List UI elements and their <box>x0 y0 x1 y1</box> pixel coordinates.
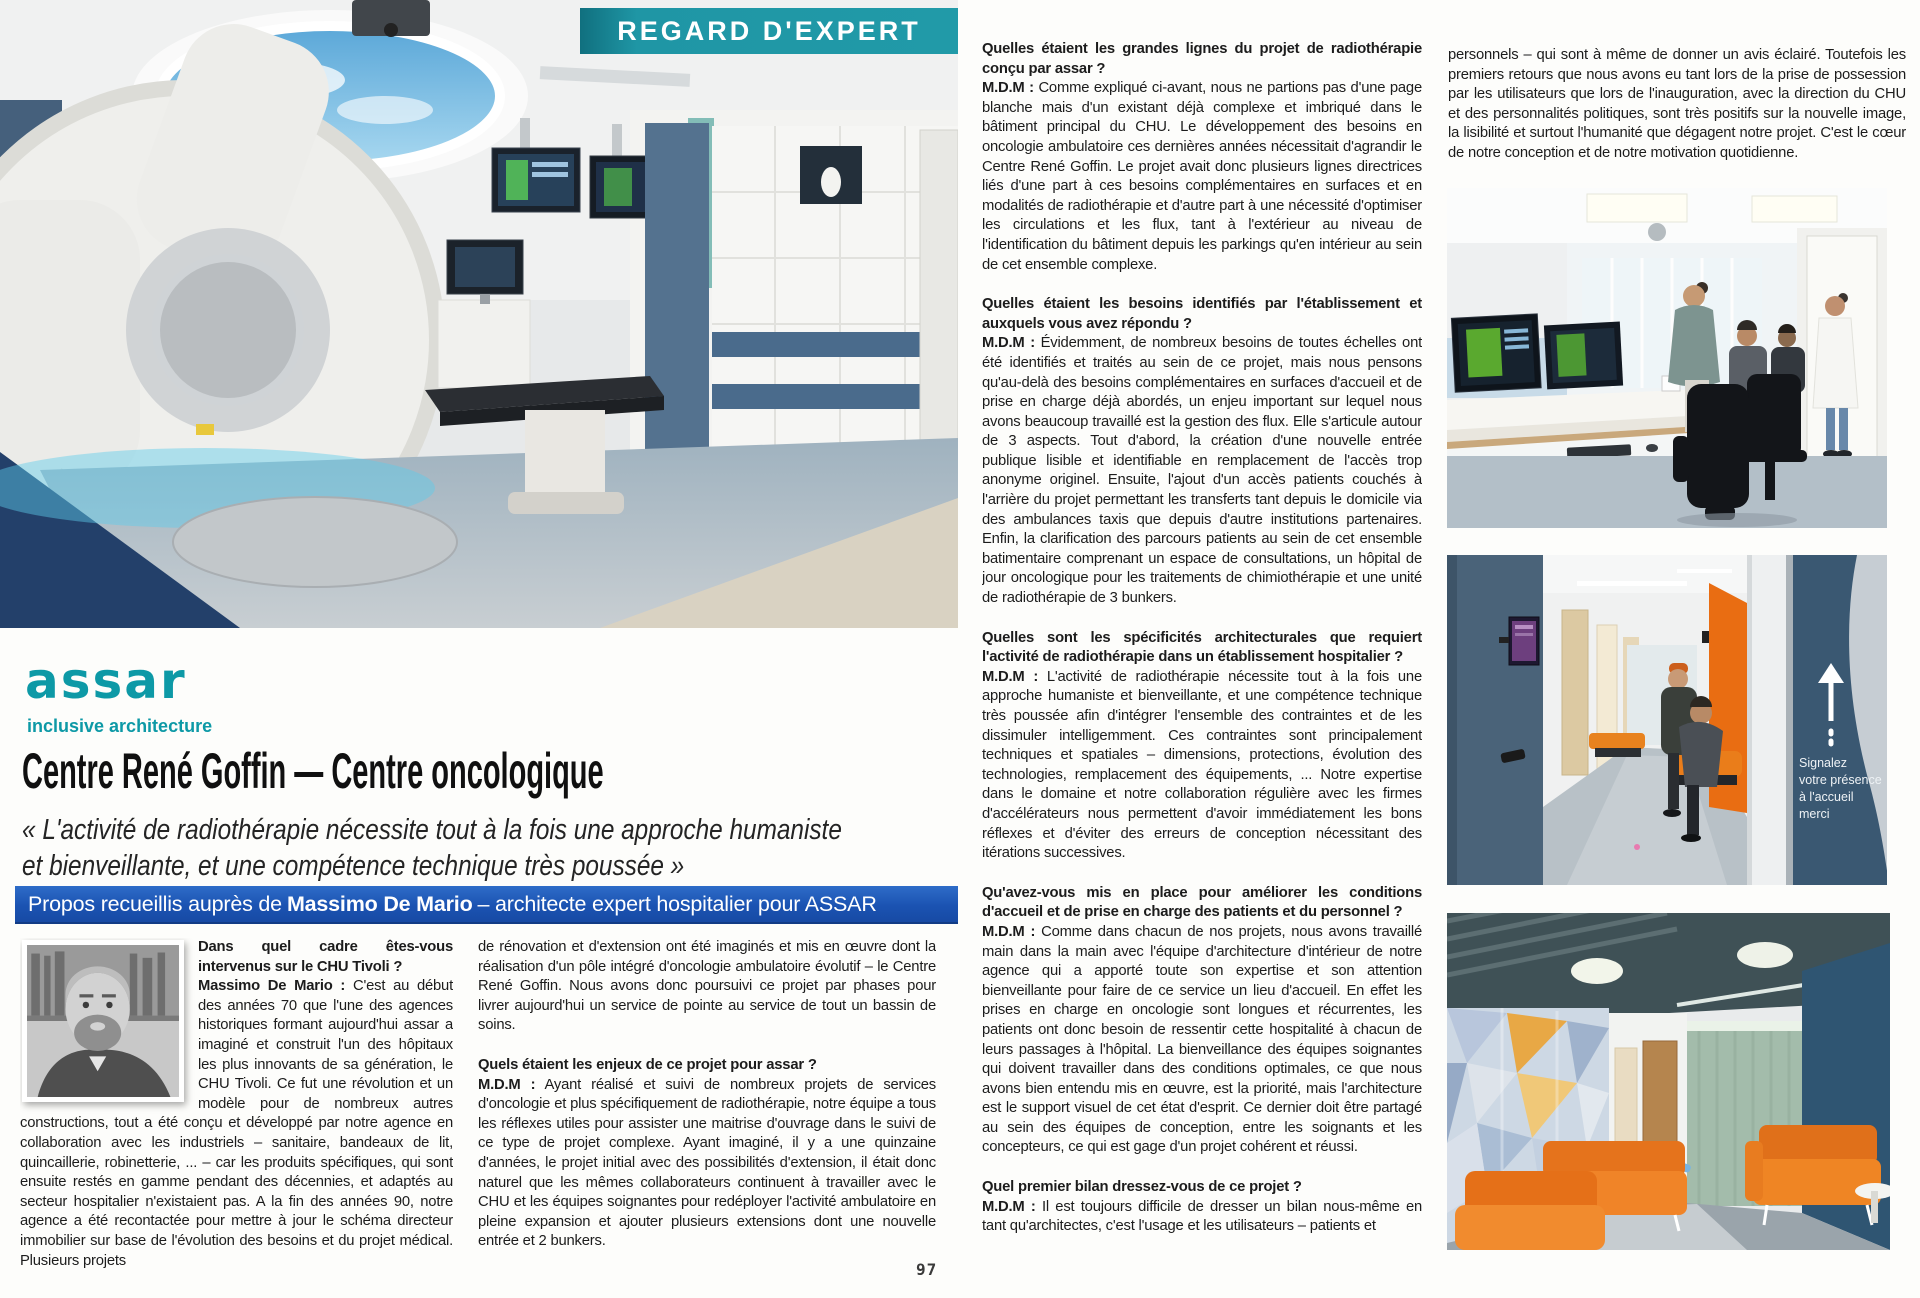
page-number: 97 <box>916 1260 938 1279</box>
question-besoins-identifies: Quelles étaient les besoins identifiés par l'établissement et auxquels vous avez répondu ? <box>982 296 1422 332</box>
photo-control-room <box>1447 188 1887 528</box>
answer-cadre-chu-tivoli: Massimo De Mario : C'est au début des années 70 que l'une des agences historiques formant aujourd'hui assar a imaginé et construit l'un des hôpitaux les plus innovants de sa génération, le CHU Tivoli. Ce fut une révolution et un modèle pour de nombreux autres constructions, tout a été conçu et développé par notre agence en collaboration avec les industriels – sanitaire, bandeaux de lit, quincaillerie, robinetterie, ... – car les produits spécifiques, qui sont ensuite restés en gamme pendant des décennies, et adaptés au secteur hospitalier n'existaient pas. A la fin des années 90, notre agence a été recontactée pour mettre à jour le schéma directeur immobilier sur base de l'évolution des besoins et du projet médical. Plusieurs projets <box>20 978 453 1269</box>
question-specificites-architecturales: Quelles sont les spécificités architecturales que requiert l'activité de radiothérapie dans un établissement hospitalier ? <box>982 629 1422 666</box>
pull-quote <box>22 812 842 884</box>
signage-line-3: à l'accueil <box>1799 790 1854 804</box>
interview-column-1 <box>20 938 453 1290</box>
interview-column-middle <box>982 40 1422 1292</box>
answer-enjeux-projet: M.D.M : Ayant réalisé et suivi de nombreux projets de services d'oncologie et plus spécifiquement de radiothérapie, notre équipe a tous les réflexes utiles pour assister une maitrise d'ouvrage dans le suivi de ce type de projet complexe. Ayant imaginé, il y a une quinzaine d'années, le projet initial avec des possibilités d'extension, il était donc naturel que les mêmes collaborateurs continuent à travailler avec le CHU et les équipes soignantes pour redéployer l'activité ambulatoire en pleine expansion et ajouter plusieurs extensions dont une nouvelle entrée et 2 bunkers. <box>478 1076 936 1250</box>
photo-waiting-area <box>1447 913 1890 1250</box>
interview-column-2 <box>478 938 936 1290</box>
answer-bilan-continuation: personnels – qui sont à même de donner un avis éclairé. Toutefois les premiers retours que nous avons eu tant lors de la prise de possession par les utilisateurs que lors de l'inauguration, avec la direction du CHU et des personnalités politiques, sont très positifs sur la nouvelle image, la lisibilité et surtout l'humanité que dégagent notre projet. C'est le cœur de notre conception et de notre motivation quotidienne. <box>1448 47 1906 161</box>
article-title: Centre René Goffin — Centre oncologique <box>22 743 604 799</box>
answer-besoins-identifies: M.D.M : Évidemment, de nombreux besoins de toutes échelles ont été identifiés et traités au sein de ce projet, mais nous pensons qu'au-delà des besoins complémentaires en surfaces d'accueil et de prise en charge déjà abordés, un enjeu important sur lequel nous avons beaucoup travaillé est la gestion des flux. Elle s'articule autour de 3 aspects. Tout d'abord, la création d'une nouvelle entrée publique lisible et identifiable en remplacement de l'accès trop anonyme originel. Ensuite, l'ajout d'un accès patients couchés à l'arrière du projet permettant les transferts tant depuis le domicile via des ambulances taxis que depuis d'autre institutions partenaires. Enfin, la clarification des parcours patients au sein de cet ensemble batimentaire comprenant un espace de consultations, un hôpital de jour oncologique pour les traitements de chimiothérapie et une unité de radiothérapie de 3 bunkers. <box>982 335 1422 607</box>
question-conditions-accueil: Qu'avez-vous mis en place pour améliorer les conditions d'accueil et de prise en charge des patients et du personnel ? <box>982 884 1422 921</box>
photo-corridor-signage <box>1447 555 1887 885</box>
signage-line-1: Signalez <box>1799 756 1847 770</box>
banner-label: REGARD D'EXPERT <box>617 15 921 46</box>
answer-continuation: de rénovation et d'extension ont été imaginés et mis en œuvre dont la réalisation d'un pôle intégré d'oncologie ambulatoire évolutif – le Centre René Goffin. Nous avons donc poursuivi ce projet par phases pour livrer aujourd'hui un service de pointe au service de tout un bassin de soins. <box>478 939 936 1034</box>
signage-line-4: merci <box>1799 807 1830 821</box>
answer-specificites-architecturales: M.D.M : L'activité de radiothérapie nécessite tout à la fois une approche humaniste et bienveillante, et une compétence technique très poussée afin d'intégrer l'ensemble des contraintes et de les dissimuler intelligemment. Ces contraintes sont principalement techniques et spatiales – dimensions, protections, évolution des technologies, remplacement des équipements, ... Notre expertise dans le domaine et notre collaboration régulière avec les firmes d'accélérateurs nous permettent d'avoir immédiatement les bons réflexes et d'éviter des erreurs de conception nécessitant des itérations successives. <box>982 668 1422 862</box>
question-premier-bilan: Quel premier bilan dressez-vous de ce projet ? <box>982 1179 1302 1196</box>
interview-column-right <box>1448 46 1906 188</box>
answer-conditions-accueil: M.D.M : Comme dans chacun de nos projets, nous avons travaillé main dans la main avec l'équipe d'architecture d'intérieur de notre agence qui a apporté toute son expertise et son attention bienveillante pour faire de ce service un lieu d'accueil. En effet les prises en charge en oncologie sont longues et récurrentes, les patients ont donc besoin de ressentir cette hospitalité à chacun de leurs passages à l'hôpital. La bienveillance des équipes soignantes qui doivent travailler dans des conditions optimales, ce que nous avons bien entendu mis en œuvre, est la priorité, mais l'architecture est le support visuel de cet état d'esprit. Ce dernier doit être partagé au sein des équipes de conception, entre les soignants et les concepteurs, ce qui est gage d'un projet cohérent et réussi. <box>982 923 1422 1156</box>
pull-quote-line-2: et bienveillante, et une compétence technique très poussée » <box>22 850 685 882</box>
answer-premier-bilan: M.D.M : Il est toujours difficile de dresser un bilan nous-même en tant qu'architectes, c'est l'usage et les utilisateurs – patients et <box>982 1198 1422 1235</box>
hero-photo-illustration <box>0 0 958 628</box>
portrait-photo-massimo-de-mario <box>22 940 184 1102</box>
byline-name: Massimo De Mario <box>286 891 473 916</box>
hero-photo-radiotherapy-room <box>0 0 958 628</box>
question-grandes-lignes: Quelles étaient les grandes lignes du projet de radiothérapie conçu par assar ? <box>982 41 1422 77</box>
byline-prefix: Propos recueillis auprès de <box>28 891 282 916</box>
pull-quote-line-1: « L'activité de radiothérapie nécessite tout à la fois une approche humaniste <box>22 814 842 846</box>
question-enjeux-projet: Quels étaient les enjeux de ce projet pour assar ? <box>478 1056 817 1073</box>
answer-grandes-lignes: M.D.M : Comme expliqué ci-avant, nous ne partions pas d'une page blanche mais d'un existant déjà complexe et imbriqué dans le bâtiment principal du CHU. Le développement des besoins en oncologie ambulatoire ces dernières années nécessitait d'agrandir le Centre René Goffin. Le projet avait donc plusieurs lignes directrices liés d'une part à ces besoins complémentaires en surfaces et en modalités de radiothérapie et d'autre part à une nécessité d'optimiser les circulations et les flux, tant à l'extérieur au niveau de l'identification du bâtiment depuis les parkings qu'en intérieur au sein de cet ensemble complexe. <box>982 80 1422 273</box>
brand-tagline: inclusive architecture <box>27 716 213 736</box>
assar-logo: assar <box>25 652 187 710</box>
regard-expert-banner <box>580 8 958 54</box>
byline-suffix: – architecte expert hospitalier pour ASSAR <box>477 891 877 916</box>
byline-bar <box>15 886 958 924</box>
signage-line-2: votre présence <box>1799 773 1882 787</box>
question-cadre-chu-tivoli: Dans quel cadre êtes-vous intervenus sur le CHU Tivoli ? <box>198 939 453 975</box>
